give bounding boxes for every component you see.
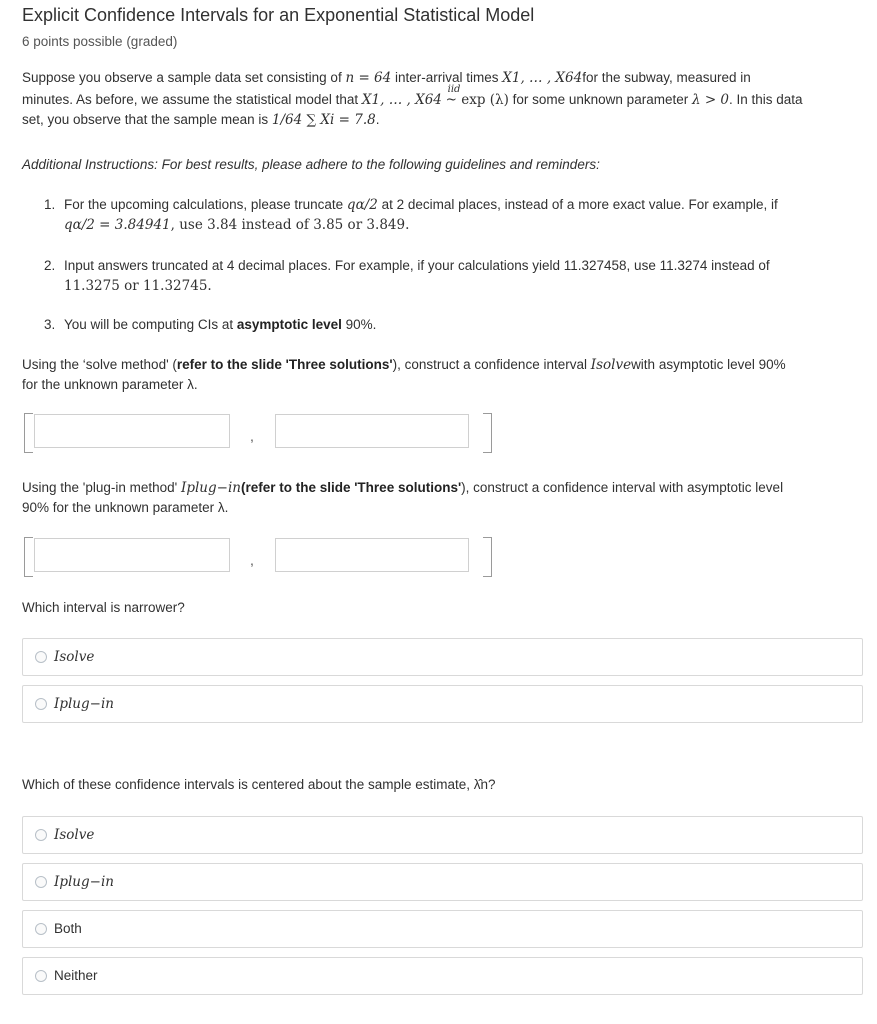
interval-right-bracket — [483, 537, 492, 577]
instruction-item: 2. Input answers truncated at 4 decimal places. For example, if your calculations yield 11.327458, use 11.3274 instead of 11.3275 or 11.32745. — [44, 258, 770, 294]
interval-comma: , — [250, 428, 254, 444]
q2-lower-bound-input[interactable] — [34, 538, 230, 572]
radio-button[interactable] — [35, 651, 47, 663]
radio-button[interactable] — [35, 876, 47, 888]
distribution: ~ exp (λ) — [445, 92, 509, 108]
interval-left-bracket — [24, 537, 33, 577]
q3-option-solve[interactable]: Isolve — [22, 638, 863, 676]
q1-lower-bound-input[interactable] — [34, 414, 230, 448]
intro-paragraph: Suppose you observe a sample data set consisting of n = 64 inter-arrival times X1, … , X64for the subway, measured in minutes. As before, we assume the statistical model that X1, … , X64 iid ~ exp (λ) for some unknown parameter λ > 0. In this data set, you observe that the sample mean is 1/64 ∑ Xi = 7.8. — [22, 70, 803, 128]
sample-variables: X1, … , X64 — [502, 70, 583, 86]
radio-button[interactable] — [35, 970, 47, 982]
q4-option-both[interactable]: Both — [22, 910, 863, 948]
sample-size: n = 64 — [345, 70, 392, 86]
q3-option-plug-in[interactable]: Iplug−in — [22, 685, 863, 723]
points-possible: 6 points possible (graded) — [22, 34, 178, 49]
q2-prompt: Using the 'plug-in method' Iplug−in(refer to the slide 'Three solutions'), construct a confidence interval with asymptotic level 90% for the unknown parameter λ. — [22, 480, 784, 515]
interval-left-bracket — [24, 413, 33, 453]
interval-comma: , — [250, 552, 254, 568]
q3-prompt: Which interval is narrower? — [22, 600, 185, 615]
i-solve-symbol: Isolve — [590, 357, 632, 373]
q1-upper-bound-input[interactable] — [275, 414, 469, 448]
q4-option-neither[interactable]: Neither — [22, 957, 863, 995]
q4-option-solve[interactable]: Isolve — [22, 816, 863, 854]
q4-option-plug-in[interactable]: Iplug−in — [22, 863, 863, 901]
q4-prompt: Which of these confidence intervals is centered about the sample estimate, λ̂n? — [22, 777, 496, 792]
instructions-heading: Additional Instructions: For best results, please adhere to the following guidelines and reminders: — [22, 157, 600, 172]
i-plug-in-symbol: Iplug−in — [181, 480, 241, 496]
radio-button[interactable] — [35, 923, 47, 935]
sample-mean-formula: 1/64 ∑ Xi = 7.8 — [271, 112, 376, 128]
instruction-item: 3. You will be computing CIs at asymptotic level 90%. — [44, 317, 377, 332]
radio-button[interactable] — [35, 698, 47, 710]
interval-right-bracket — [483, 413, 492, 453]
radio-button[interactable] — [35, 829, 47, 841]
instruction-item: 1. For the upcoming calculations, please truncate qα/2 at 2 decimal places, instead of a more exact value. For example, if qα/2 = 3.84941, use 3.84 instead of 3.85 or 3.849. — [44, 197, 778, 233]
q2-upper-bound-input[interactable] — [275, 538, 469, 572]
page-title: Explicit Confidence Intervals for an Exponential Statistical Model — [22, 5, 535, 25]
q1-prompt: Using the ‘solve method' (refer to the slide 'Three solutions'), construct a confidence interval Isolvewith asymptotic level 90% for the unknown parameter λ. — [22, 357, 786, 392]
iid-label: iid — [447, 84, 461, 95]
